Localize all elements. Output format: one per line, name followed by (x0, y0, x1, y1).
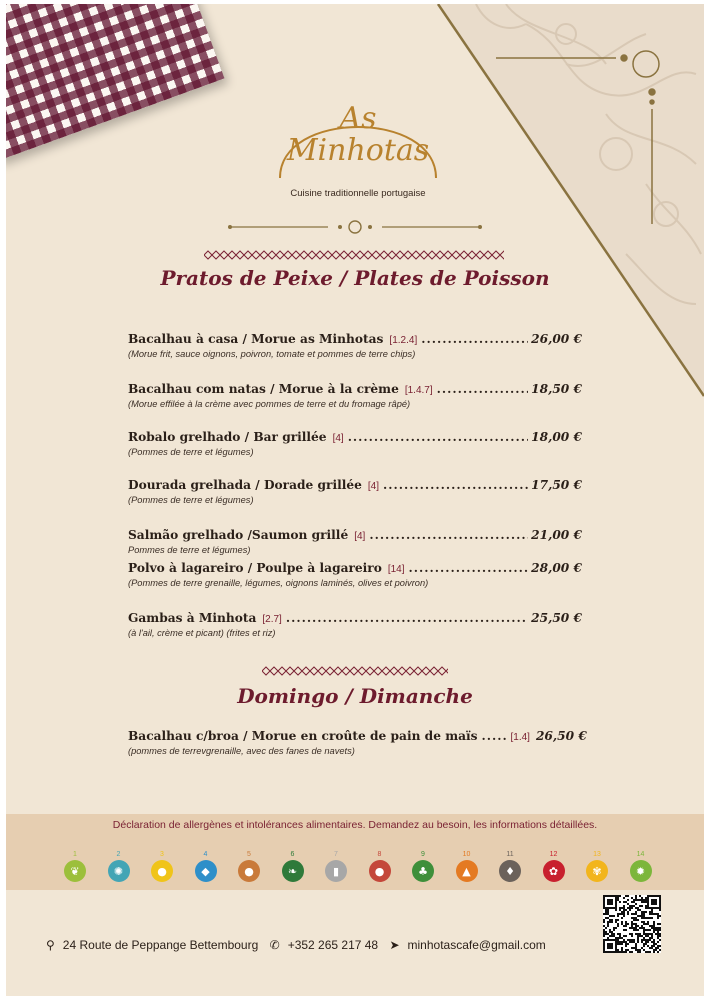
menu-item (128, 561, 582, 588)
menu-item (128, 382, 582, 409)
menu-item (128, 478, 582, 505)
allergen-badge: ❧ (282, 860, 304, 882)
allergen-codes: [14] (387, 564, 405, 575)
fish-icon (193, 850, 219, 882)
zigzag-ornament (262, 666, 448, 676)
allergen-badge: ✹ (630, 860, 652, 882)
dish-name: Bacalhau à casa / Morue as Minhotas (128, 332, 384, 346)
dish-description: (Morue effilée à la crème avec pommes de terre et du fromage râpé) (128, 399, 411, 409)
allergen-badge: ✾ (586, 860, 608, 882)
dish-price: 18,50 € (531, 382, 582, 396)
dish-name: Bacalhau com natas / Morue à la crème (128, 382, 399, 396)
allergen-badge: ✺ (108, 860, 130, 882)
ornament-divider (228, 220, 482, 234)
allergen-number: 3 (160, 851, 164, 858)
dish-price: 18,00 € (531, 430, 582, 444)
sulphite-icon (541, 850, 567, 882)
allergen-badge: ✿ (543, 860, 565, 882)
dish-description: (à l'ail, crème et picant) (frites et riz) (128, 628, 276, 638)
egg-icon (149, 850, 175, 882)
allergen-badge: ▲ (456, 860, 478, 882)
celery-icon (410, 850, 436, 882)
allergen-codes: [1.4.7] (404, 385, 433, 396)
crab-icon (106, 850, 132, 882)
allergen-codes: [1.4] (510, 732, 530, 743)
dish-description: (Pommes de terre et légumes) (128, 495, 254, 505)
zigzag-ornament (204, 250, 504, 260)
allergen-number: 8 (377, 851, 382, 858)
restaurant-tagline: Cuisine traditionnelle portugaise (290, 188, 426, 199)
dot-leader (421, 332, 528, 346)
sesame-icon (497, 850, 523, 882)
menu-item (128, 430, 582, 457)
allergen-badge: ● (369, 860, 391, 882)
allergen-badge: ◆ (195, 860, 217, 882)
location-pin-icon: ⚲ (46, 938, 55, 952)
dot-leader (286, 611, 528, 625)
allergen-number: 10 (462, 851, 471, 858)
dish-description: (Pommes de terre et légumes) (128, 447, 254, 457)
allergen-badge: ♦ (499, 860, 521, 882)
dish-price: 26,00 € (531, 332, 582, 346)
dish-price: 25,50 € (531, 611, 582, 625)
allergen-number: 1 (73, 851, 77, 858)
allergen-number: 14 (636, 851, 645, 858)
allergen-number: 12 (549, 851, 558, 858)
wheat-icon (62, 850, 88, 882)
dish-name: Polvo à lagareiro / Poulpe à lagareiro (128, 561, 382, 575)
dish-price: 26,50 € (535, 729, 587, 743)
allergen-codes: [1.2.4] (389, 335, 418, 346)
logo-name-line2: Minhotas (286, 133, 430, 168)
menu-item (128, 611, 582, 638)
send-icon: ➤ (389, 938, 400, 952)
allergen-codes: [4] (367, 481, 379, 492)
dish-name: Dourada grelhada / Dorade grillée (128, 478, 362, 492)
menu-item (128, 332, 582, 359)
menu-item (128, 729, 587, 756)
dish-name: Robalo grelhado / Bar grillée (128, 430, 327, 444)
dot-leader (437, 382, 528, 396)
allergen-number: 13 (593, 851, 601, 858)
dish-description: (Morue frit, sauce oignons, poivron, tomate et pommes de terre chips) (128, 349, 416, 359)
allergen-badge: ❦ (64, 860, 86, 882)
email-text: minhotascafe@gmail.com (407, 938, 546, 952)
dish-description: (Pommes de terre grenaille, légumes, oignons laminés, olives et poivron) (128, 578, 429, 588)
dot-leader (348, 430, 528, 444)
nut-icon (367, 850, 393, 882)
dish-description: (pommes de terrevgrenaille, avec des fanes de navets) (128, 746, 355, 756)
allergen-number: 11 (506, 851, 514, 858)
dish-price: 21,00 € (531, 528, 582, 542)
whatsapp-icon: ✆ (269, 938, 280, 952)
dot-leader (409, 561, 529, 575)
allergen-codes: [4] (332, 433, 344, 444)
qr-code[interactable] (603, 895, 661, 953)
mustard-icon (454, 850, 480, 882)
allergen-number: 6 (290, 851, 295, 858)
phone-text: +352 265 217 48 (287, 938, 379, 952)
allergen-badge: ● (151, 860, 173, 882)
milk-icon (323, 850, 349, 882)
dot-leader (481, 729, 507, 743)
allergen-badge: ♣ (412, 860, 434, 882)
restaurant-logo (268, 90, 448, 210)
dish-price: 17,50 € (531, 478, 582, 492)
peanut-icon (236, 850, 262, 882)
section-title-fish: Pratos de Peixe / Plates de Poisson (160, 266, 550, 290)
section-title-sunday: Domingo / Dimanche (237, 684, 473, 708)
allergen-notice: Déclaration de allergènes et intolérances alimentaires. Demandez au besoin, les informations détaillées. (112, 819, 598, 831)
allergen-badge: ● (238, 860, 260, 882)
allergen-codes: [2.7] (262, 614, 282, 625)
contact-footer (46, 938, 554, 952)
allergen-badge: ▮ (325, 860, 347, 882)
dot-leader (383, 478, 528, 492)
allergen-number: 7 (334, 851, 338, 858)
menu-page (6, 4, 704, 996)
dish-name: Gambas à Minhota (128, 611, 257, 625)
allergen-number: 2 (116, 851, 121, 858)
allergen-number: 9 (421, 851, 425, 858)
dish-name: Salmão grelhado /Saumon grillé (128, 528, 349, 542)
mollusc-icon (628, 850, 654, 882)
soy-icon (280, 850, 306, 882)
dish-name: Bacalhau c/broa / Morue en croûte de pain de maïs (128, 729, 478, 743)
lupin-icon (584, 850, 610, 882)
dot-leader (369, 528, 528, 542)
logo-name-line1: As (339, 101, 377, 136)
dish-price: 28,00 € (531, 561, 582, 575)
allergen-codes: [4] (354, 531, 366, 542)
allergen-number: 5 (247, 851, 251, 858)
dish-description: Pommes de terre et légumes) (128, 545, 251, 555)
address-text: 24 Route de Peppange Bettembourg (62, 938, 259, 952)
menu-item (128, 528, 582, 555)
allergen-number: 4 (203, 851, 208, 858)
